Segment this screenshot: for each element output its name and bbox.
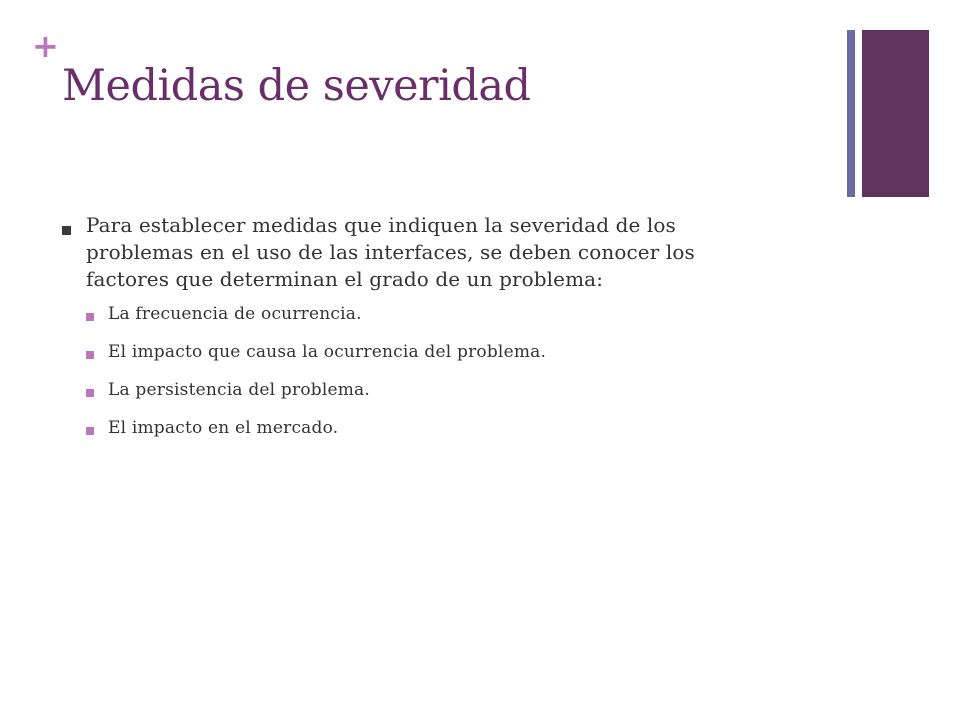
sub-bullet-text: La frecuencia de ocurrencia. xyxy=(108,304,362,324)
decorative-bar-thin xyxy=(847,30,855,197)
sub-bullet-item xyxy=(86,417,752,439)
sub-bullet-item xyxy=(86,341,752,363)
bullet-square-icon xyxy=(86,351,94,359)
sub-bullet-item xyxy=(86,379,752,401)
slide-title: Medidas de severidad xyxy=(62,61,531,111)
bullet-square-icon xyxy=(86,427,94,435)
bullet-square-icon xyxy=(86,313,94,321)
bullet-square-icon xyxy=(86,389,94,397)
sub-bullet-text: El impacto que causa la ocurrencia del problema. xyxy=(108,342,547,362)
main-bullet-text: Para establecer medidas que indiquen la severidad de los problemas en el uso de las interfaces, se deben conocer los factores que determinan el grado de un problema: xyxy=(86,213,695,291)
plus-icon: + xyxy=(32,27,59,65)
sub-bullet-item xyxy=(86,303,752,325)
decorative-bar-thick xyxy=(862,30,929,197)
bullet-square-icon xyxy=(62,226,71,235)
sub-bullet-text: El impacto en el mercado. xyxy=(108,418,339,438)
sub-bullet-list xyxy=(62,303,752,439)
sub-bullet-text: La persistencia del problema. xyxy=(108,380,370,400)
slide-content xyxy=(62,212,752,455)
main-bullet xyxy=(62,212,752,293)
